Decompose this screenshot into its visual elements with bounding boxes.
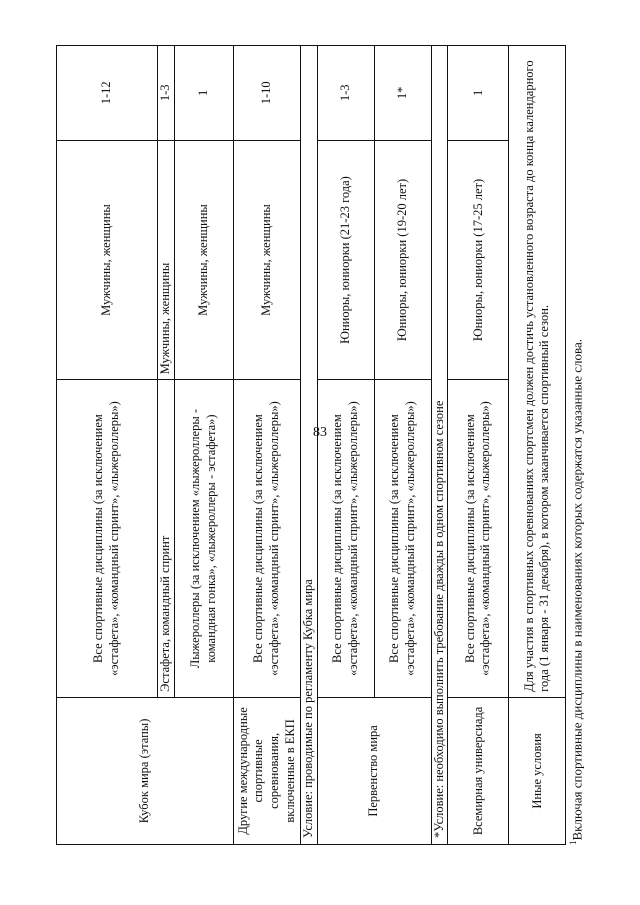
rotated-content bbox=[56, 45, 585, 845]
group-cell: Юниоры, юниорки (19-20 лет) bbox=[374, 140, 431, 380]
condition-cell: *Условие: необходимо выполнить требование дважды в одном спортивном сезоне bbox=[431, 46, 448, 845]
disciplines-cell: Эстафета, командный спринт bbox=[158, 380, 175, 697]
table-row bbox=[431, 46, 448, 845]
conditions-text-cell: Для участия в спортивных соревнованиях спортсмен должен достичь установленного возраста до конца календарного года (1 января - 31 декабря), в котором заканчивается спортивный сезон. bbox=[509, 46, 566, 698]
disciplines-cell: Все спортивные дисциплины (за исключением «эстафета», «командный спринт», «лыжероллеры») bbox=[448, 380, 509, 697]
footnote bbox=[568, 45, 585, 845]
disciplines-cell: Все спортивные дисциплины (за исключением «эстафета», «командный спринт», «лыжероллеры») bbox=[374, 380, 431, 697]
count-cell: 1 bbox=[174, 46, 233, 141]
competition-cell: Иные условия bbox=[509, 697, 566, 844]
count-cell: 1-10 bbox=[233, 46, 301, 141]
footnote-mark: 1 bbox=[568, 840, 578, 845]
competition-cell: Другие международные спортивные соревнования, включенные в ЕКП bbox=[233, 697, 301, 844]
competition-cell: Первенство мира bbox=[317, 697, 431, 844]
disciplines-cell: Все спортивные дисциплины (за исключением «эстафета», «командный спринт», «лыжероллеры») bbox=[233, 380, 301, 697]
table-row bbox=[448, 46, 509, 845]
footnote-text: Включая спортивные дисциплины в наименованиях которых содержатся указанные слова. bbox=[569, 339, 585, 841]
count-cell: 1-12 bbox=[57, 46, 158, 141]
table-row bbox=[233, 46, 301, 845]
table-row bbox=[509, 46, 566, 845]
table-row bbox=[301, 46, 318, 845]
group-cell: Юниоры, юниорки (17-25 лет) bbox=[448, 140, 509, 380]
group-cell: Юниоры, юниорки (21-23 года) bbox=[317, 140, 374, 380]
count-cell: 1* bbox=[374, 46, 431, 141]
count-cell: 1-3 bbox=[158, 46, 175, 141]
group-cell: Мужчины, женщины bbox=[158, 140, 175, 380]
table-row bbox=[317, 46, 374, 845]
page-number: 83 bbox=[313, 425, 327, 440]
group-cell: Мужчины, женщины bbox=[233, 140, 301, 380]
disciplines-cell: Лыжероллеры (за исключением «лыжероллеры - командная гонка», «лыжероллеры - эстафета») bbox=[174, 380, 233, 697]
count-cell: 1 bbox=[448, 46, 509, 141]
qualification-table bbox=[56, 45, 566, 845]
group-cell: Мужчины, женщины bbox=[57, 140, 158, 380]
competition-cell: Кубок мира (этапы) bbox=[57, 697, 234, 844]
group-cell: Мужчины, женщины bbox=[174, 140, 233, 380]
disciplines-cell: Все спортивные дисциплины (за исключением «эстафета», «командный спринт», «лыжероллеры») bbox=[57, 380, 158, 697]
condition-cell: Условие: проводимые по регламенту Кубка мира bbox=[301, 46, 318, 845]
disciplines-cell: Все спортивные дисциплины (за исключением «эстафета», «командный спринт», «лыжероллеры») bbox=[317, 380, 374, 697]
table-row bbox=[57, 46, 158, 845]
competition-cell: Всемирная универсиада bbox=[448, 697, 509, 844]
count-cell: 1-3 bbox=[317, 46, 374, 141]
